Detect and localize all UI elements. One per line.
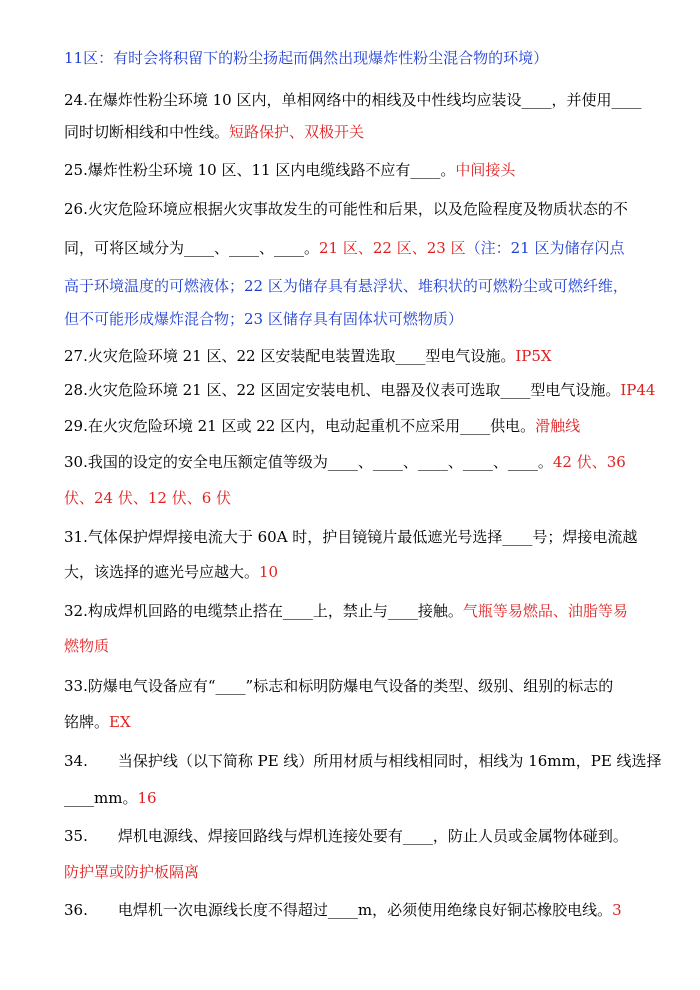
text-line (64, 199, 664, 219)
answer-text: 10 (259, 563, 279, 581)
text-line (64, 346, 664, 366)
answer-text: 燃物质 (64, 637, 110, 655)
text-line (64, 562, 664, 582)
note-text: 11区：有时会将积留下的粉尘扬起而偶然出现爆炸性粉尘混合物的环境） (64, 49, 549, 67)
text-line (64, 751, 664, 771)
question-text: 29.在火灾危险环境 21 区或 22 区内，电动起重机不应采用____供电。 (64, 417, 536, 435)
question-text: 25.爆炸性粉尘环境 10 区、11 区内电缆线路不应有____。 (64, 161, 456, 179)
text-line (64, 900, 664, 920)
answer-text: 短路保护、双极开关 (229, 123, 365, 141)
text-line (64, 488, 664, 508)
question-text: 大，该选择的遮光号应越大。 (64, 563, 260, 581)
text-line (64, 90, 664, 110)
answer-text: 21 区、22 区、23 区 (319, 239, 466, 257)
text-line (64, 276, 664, 296)
note-text: 高于环境温度的可燃液体；22 区为储存具有悬浮状、堆积状的可燃粉尘或可燃纤维， (64, 277, 628, 295)
text-line (64, 309, 664, 329)
text-line (64, 601, 664, 621)
question-text: 26.火灾危险环境应根据火灾事故发生的可能性和后果，以及危险程度及物质状态的不 (64, 200, 628, 218)
text-line (64, 416, 664, 436)
text-line (64, 862, 664, 882)
question-text: 32.构成焊机回路的电缆禁止搭在____上，禁止与____接触。 (64, 602, 463, 620)
answer-text: 伏、24 伏、12 伏、6 伏 (64, 489, 232, 507)
answer-text: EX (109, 713, 131, 731)
text-line (64, 380, 664, 400)
text-line (64, 48, 664, 68)
text-line (64, 712, 664, 732)
question-text: 34. 当保护线（以下简称 PE 线）所用材质与相线相同时，相线为 16mm，PE 线选择 (64, 752, 662, 770)
question-text: 31.气体保护焊焊接电流大于 60A 时，护目镜镜片最低遮光号选择____号；焊接电流越 (64, 528, 638, 546)
answer-text: 3 (612, 901, 622, 919)
answer-text: 气瓶等易燃品、油脂等易 (462, 602, 628, 620)
question-text: 铭牌。 (64, 713, 110, 731)
text-line (64, 452, 664, 472)
question-text: 28.火灾危险环境 21 区、22 区固定安装电机、电器及仪表可选取____型电气设施。 (64, 381, 621, 399)
text-line (64, 160, 664, 180)
text-line (64, 238, 664, 258)
answer-text: IP44 (620, 381, 656, 399)
question-text: 同，可将区域分为____、____、____。 (64, 239, 320, 257)
text-line (64, 788, 664, 808)
question-text: 同时切断相线和中性线。 (64, 123, 230, 141)
question-text: ____mm。 (64, 789, 138, 807)
answer-text: 16 (137, 789, 157, 807)
answer-text: 42 伏、36 (552, 453, 626, 471)
text-line (64, 527, 664, 547)
note-text: （注：21 区为储存闪点 (465, 239, 625, 257)
text-line (64, 122, 664, 142)
question-text: 30.我国的设定的安全电压额定值等级为____、____、____、____、____。 (64, 453, 553, 471)
note-text: 但不可能形成爆炸混合物；23 区储存具有固体状可燃物质） (64, 310, 463, 328)
question-text: 27.火灾危险环境 21 区、22 区安装配电装置选取____型电气设施。 (64, 347, 516, 365)
answer-text: 滑触线 (535, 417, 581, 435)
question-text: 35. 焊机电源线、焊接回路线与焊机连接处要有____，防止人员或金属物体碰到。 (64, 827, 628, 845)
question-text: 33.防爆电气设备应有“____”标志和标明防爆电气设备的类型、级别、组别的标志的 (64, 677, 614, 695)
text-line (64, 826, 664, 846)
answer-text: IP5X (515, 347, 552, 365)
question-text: 36. 电焊机一次电源线长度不得超过____m，必须使用绝缘良好铜芯橡胶电线。 (64, 901, 613, 919)
text-line (64, 676, 664, 696)
answer-text: 防护罩或防护板隔离 (64, 863, 200, 881)
question-text: 24.在爆炸性粉尘环境 10 区内，单相网络中的相线及中性线均应装设____，并使用____ (64, 91, 642, 109)
text-line (64, 636, 664, 656)
answer-text: 中间接头 (455, 161, 516, 179)
